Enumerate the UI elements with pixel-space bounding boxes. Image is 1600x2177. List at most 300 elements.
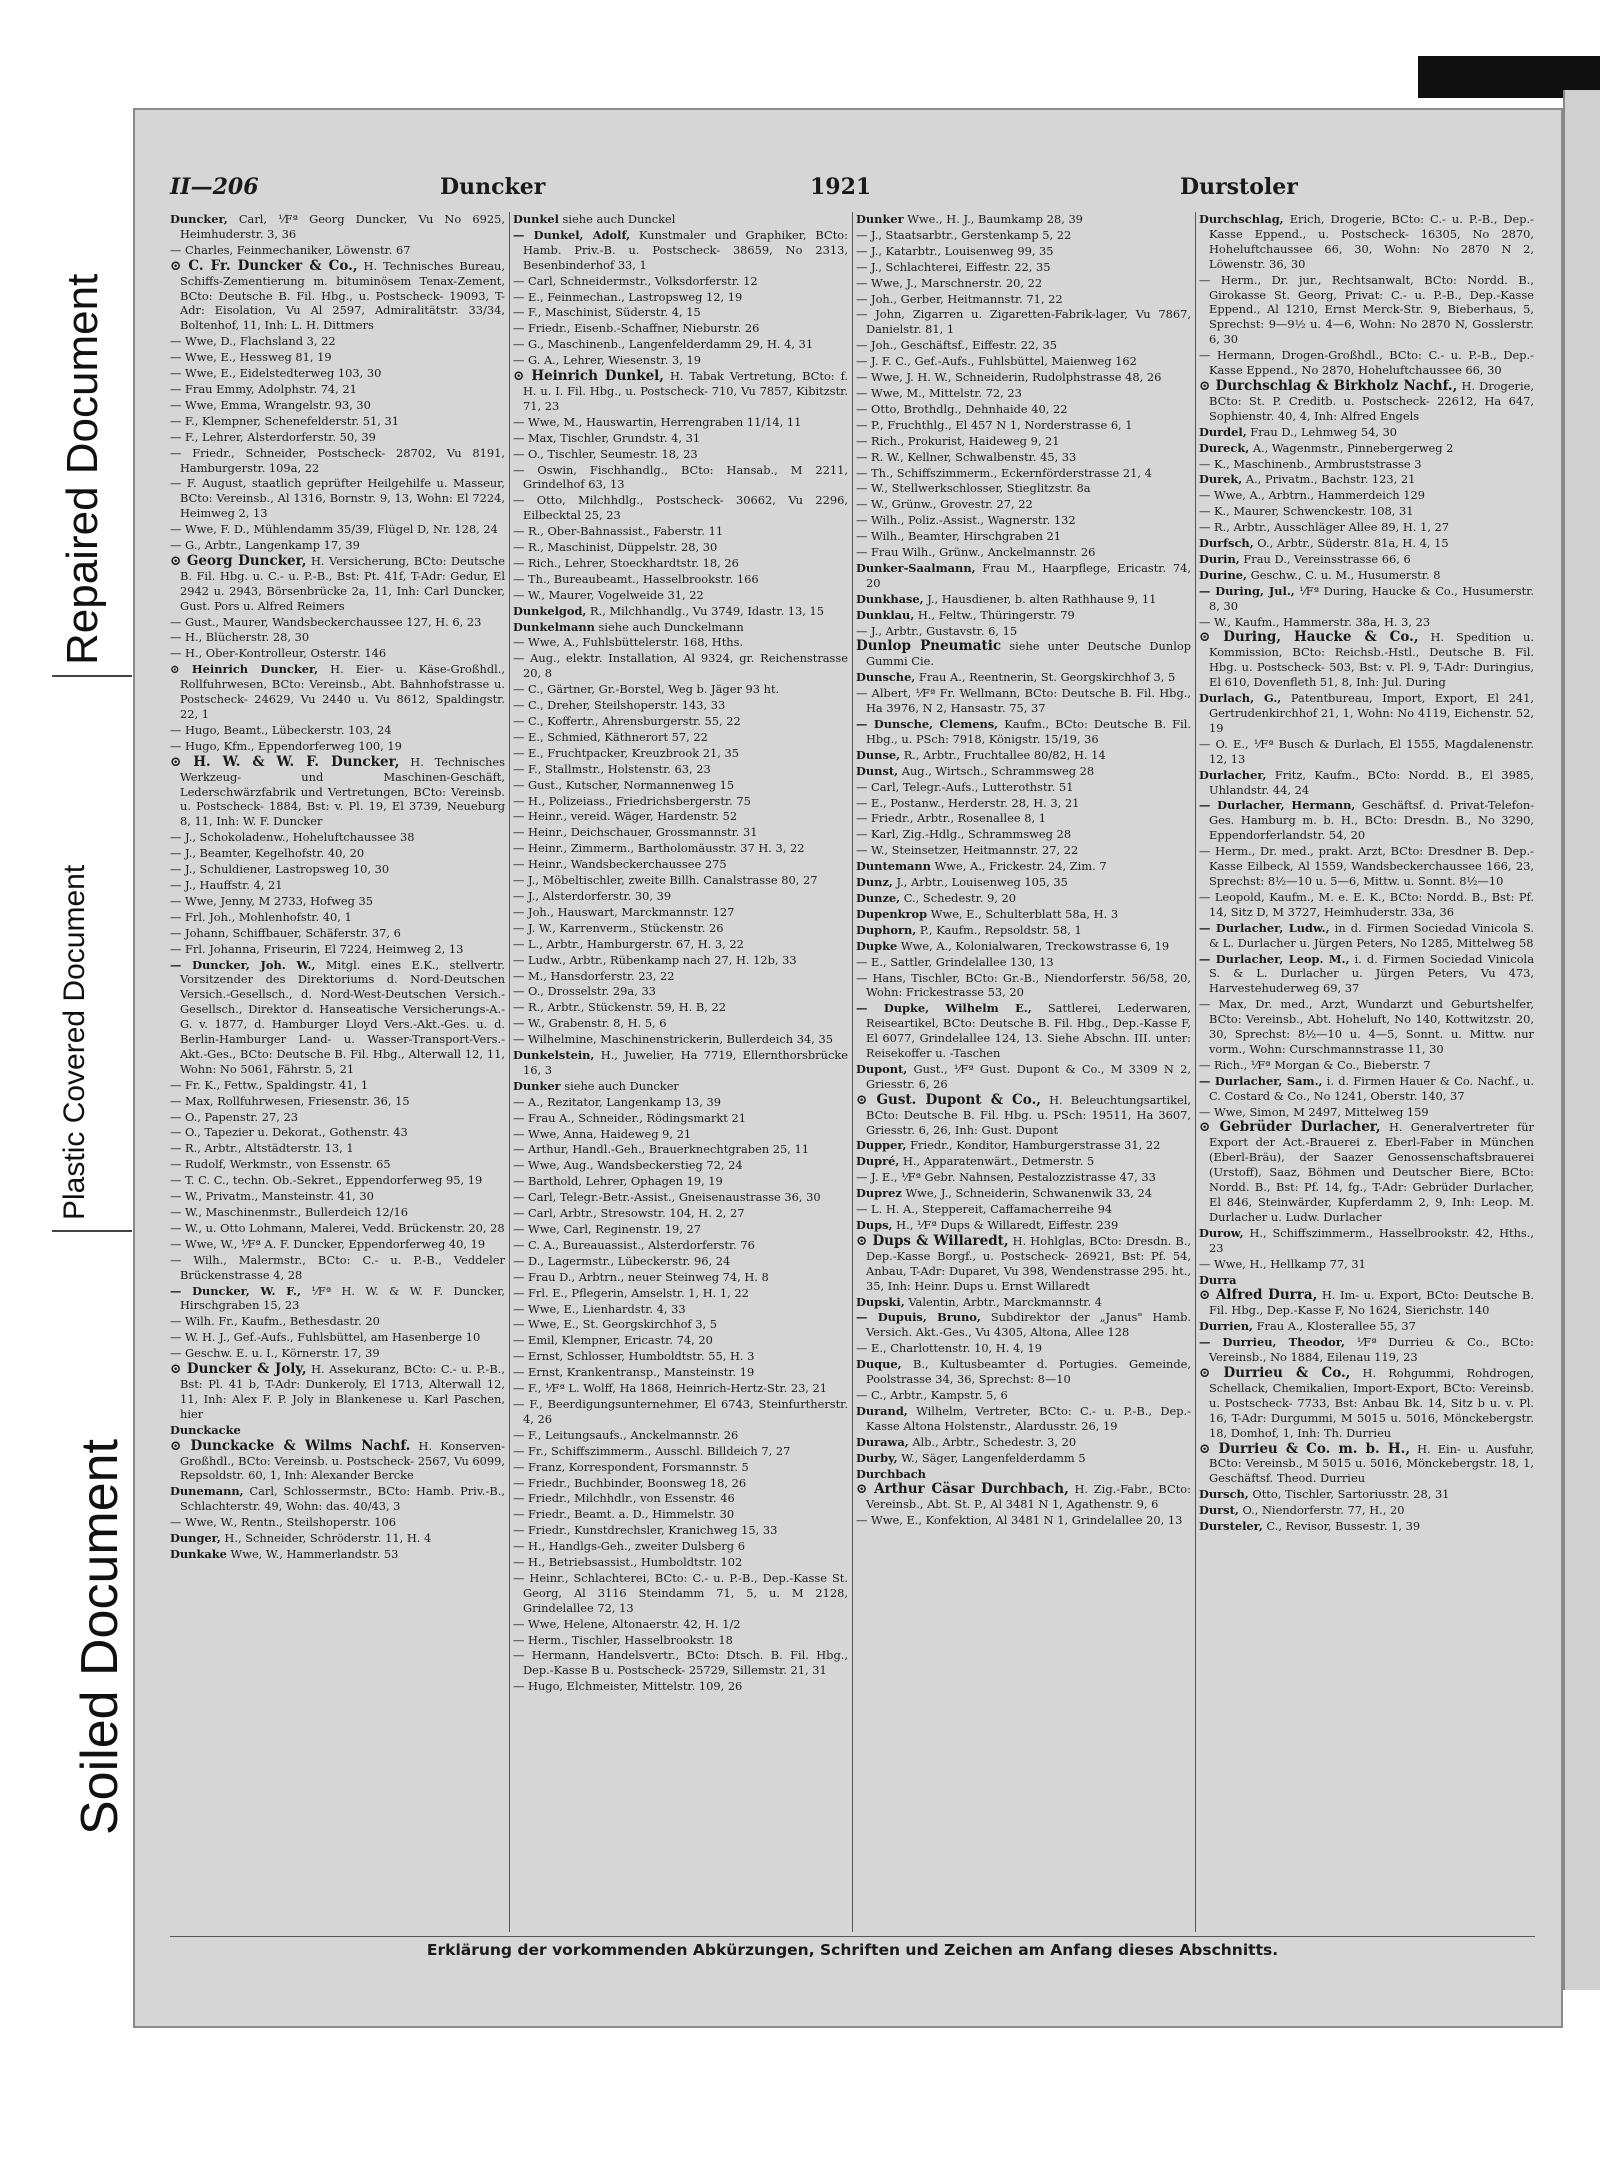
entry-details: — G., Maschinenb., Langenfelderdamm 29, H. 4, 31 [513,337,814,352]
directory-entry [856,1451,1191,1466]
directory-entry [856,748,1191,763]
directory-entry [170,350,505,365]
directory-entry [856,1186,1191,1201]
directory-entry [513,1000,848,1015]
directory-entry [856,1218,1191,1233]
directory-entry [856,875,1191,890]
directory-entry [513,1571,848,1616]
directory-page [133,108,1563,2028]
entry-details: — Max, Rollfuhrwesen, Friesenstr. 36, 15 [170,1093,410,1108]
entry-details: ⅟Fª During, Haucke & Co., Husumerstr. 8, 30 [1209,583,1534,613]
entry-details: — J., Alsterdorferstr. 30, 39 [513,888,672,903]
entry-details: Gust., ⅟Fª Gust. Dupont & Co., M 3309 N 2, Griesstr. 6, 26 [866,1061,1191,1091]
entry-details: — Leopold, Kaufm., M. e. E. K., BCto: Nordd. B., Bst: Pf. 14, Sitz D, M 3727, Heimhuderstr. 33a, 36 [1199,889,1534,919]
entry-details: H., ⅟Fª Dups & Willaredt, Eiffestr. 239 [896,1218,1119,1232]
entry-details: — Friedr., Kunstdrechsler, Kranichweg 15, 33 [513,1523,778,1538]
directory-entry [513,730,848,745]
entry-name: ⊙ C. Fr. Duncker & Co., [170,257,358,274]
directory-entry [513,1048,848,1078]
entry-details: — Frl. Johanna, Friseurin, El 7224, Heimweg 2, 13 [170,941,464,956]
entry-details: — C. A., Bureauassist., Alsterdorferstr. 76 [513,1237,755,1252]
directory-entry [170,646,505,661]
entry-details: — Ernst, Schlosser, Humboldtstr. 55, H. 3 [513,1349,755,1364]
directory-entry [170,1253,505,1283]
entry-details: H. Tabak Vertretung, BCto: f. H. u. I. Fil. Hbg., u. Postscheck- 710, Vu 7857, Kibitzstr. 71, 23 [523,369,848,413]
entry-name: — Durlacher, Leop. M., [1199,951,1350,966]
entry-details: J., Hausdiener, b. alten Rathhause 9, 11 [927,591,1157,606]
directory-entry [170,382,505,397]
entry-details: H. Konserven-Großhdl., BCto: Vereinsb. u. Postscheck- 2567, Vu 6099, Repsoldstr. 60, 1, Inh: Alexander Bercke [180,1438,505,1483]
entry-details: H. Beleuchtungsartikel, BCto: Deutsche B. Fil. Hbg. u. PSch: 19511, Ha 3607, Griesstr. 6, 26, Inh: Gust. Dupont [866,1092,1191,1137]
directory-entry [1199,952,1534,997]
entry-name: — Durlacher, Sam., [1199,1073,1323,1088]
directory-entry [513,905,848,920]
entry-details: — F., Leitungsaufs., Anckelmannstr. 26 [513,1427,739,1442]
directory-entry [856,843,1191,858]
entry-details: — G., Arbtr., Langenkamp 17, 39 [170,538,360,553]
entry-details: — Carl, Schneidermstr., Volksdorferstr. 12 [513,273,758,288]
entry-details: Frau M., Haarpflege, Ericastr. 74, 20 [866,560,1191,590]
entry-details: — Wwe, Helene, Altonaerstr. 42, H. 1/2 [513,1616,741,1631]
directory-entry [170,862,505,877]
entry-name: Durek, [1199,472,1243,487]
directory-entry [513,1491,848,1506]
entry-details: Kaufm., BCto: Deutsche B. Fil. Hbg., u. PSch: 7918, Königstr. 15/19, 36 [866,717,1191,746]
entry-details: R., Milchhandlg., Vu 3749, Idastr. 13, 15 [590,603,825,618]
directory-entry [856,796,1191,811]
entry-details: — Friedr., Milchhdlr., von Essenstr. 46 [513,1491,735,1506]
directory-entry [513,1095,848,1110]
directory-entry [856,1310,1191,1340]
entry-details: — C., Arbtr., Kampstr. 5, 6 [856,1387,1008,1402]
entry-details: — E., Feinmechan., Lastropsweg 12, 19 [513,289,743,304]
entry-details: — Wilh., Poliz.-Assist., Wagnerstr. 132 [856,513,1076,528]
entry-details: — Emil, Klempner, Ericastr. 74, 20 [513,1333,713,1348]
entry-name: Durlacher, [1199,767,1267,782]
directory-entry [513,841,848,856]
directory-entry [856,939,1191,954]
directory-entry [856,1435,1191,1450]
entry-details: i. d. Firmen Sociedad Vinicola S. & L. Durlacher u. Jürgen Peters, Vu 473, Harvestehuderweg 69, 37 [1209,951,1534,996]
entry-details: Subdirektor der „Janus" Hamb. Versich. Akt.-Ges., Vu 4305, Altona, Allee 128 [866,1310,1191,1340]
directory-entry [513,1286,848,1301]
entry-details: Wilhelm, Vertreter, BCto: C.- u. P.-B., Dep.-Kasse Altona Holstenstr., Alardusstr. 26, 19 [866,1403,1191,1433]
entry-details: H. Assekuranz, BCto: C.- u. P.-B., Bst: Pl. 41 b, T-Adr: Dunkeroly, El 1713, Alterwall 12, 11, Inh: Alex F. P. Joly in Blankenese u. Karl Paschen, hier [180,1362,505,1421]
directory-entry [513,953,848,968]
entry-details: — Joh., Geschäftsf., Eiffestr. 22, 35 [856,338,1058,353]
entry-details: Fritz, Kaufm., BCto: Nordd. B., El 3985, Uhlandstr. 44, 24 [1209,767,1534,797]
directory-entry [856,1001,1191,1061]
entry-details: — Arthur, Handl.-Geh., Brauerknechtgraben 25, 11 [513,1142,810,1157]
directory-entry [856,907,1191,922]
directory-entry [856,891,1191,906]
entry-name: Dunkelstein, [513,1048,595,1063]
directory-entry [513,1617,848,1632]
directory-column-4 [1199,212,1534,1932]
entry-details: Wwe, W., Hammerlandstr. 53 [230,1546,399,1561]
entry-details: Alb., Arbtr., Schedestr. 3, 20 [912,1434,1077,1449]
directory-entry [170,243,505,258]
entry-details: — Friedr., Buchbinder, Boonsweg 18, 26 [513,1475,747,1490]
directory-entry [856,923,1191,938]
entry-details: — E., Charlottenstr. 10, H. 4, 19 [856,1341,1042,1356]
header-last-entry: Durstoler [1180,174,1298,200]
entry-details: — E., Fruchtpacker, Kreuzbrook 21, 35 [513,745,739,760]
entry-name: Dursch, [1199,1487,1249,1502]
directory-entry [170,522,505,537]
directory-entry [170,662,505,722]
entry-details: — Wwe, E., Lienhardstr. 4, 33 [513,1301,686,1316]
entry-name: ⊙ Dunckacke & Wilms Nachf. [170,1437,411,1454]
entry-details: — Wwe, E., Eidelstedterweg 103, 30 [170,366,382,381]
entry-details: — Hans, Tischler, BCto: Gr.-B., Niendorferstr. 56/58, 20, Wohn: Frickestrasse 53, 20 [856,970,1191,1000]
directory-entry [856,686,1191,716]
directory-entry [856,1138,1191,1153]
entry-details: — Hugo, Beamt., Lübeckerstr. 103, 24 [170,722,392,737]
directory-entry [513,1238,848,1253]
entry-name: Dunker-Saalmann, [856,560,976,575]
entry-details: — O., Papenstr. 27, 23 [170,1109,298,1124]
entry-details: — Fr. K., Fettw., Spaldingstr. 41, 1 [170,1077,369,1092]
directory-entry [513,937,848,952]
entry-details: Wwe, E., Schulterblatt 58a, H. 3 [930,906,1119,921]
directory-entry [1199,568,1534,583]
directory-entry [1199,552,1534,567]
entry-details: — Th., Bureaubeamt., Hasselbrookstr. 166 [513,571,759,586]
directory-entry [856,450,1191,465]
directory-column-2 [513,212,848,1932]
directory-entry [513,431,848,446]
directory-entry [1199,1257,1534,1272]
directory-entry [1199,425,1534,440]
entry-details: — Gust., Kutscher, Normannenweg 15 [513,777,735,792]
entry-details: — Albert, ⅟Fª Fr. Wellmann, BCto: Deutsche B. Fil. Hbg., Ha 3976, N 2, Hansastr. 75, 37 [856,686,1191,716]
entry-name: Dunger, [170,1531,221,1546]
directory-entry [856,370,1191,385]
directory-entry [856,639,1191,669]
entry-details: R., Arbtr., Fruchtallee 80/82, H. 14 [903,747,1106,762]
entry-name: Dunkel [513,212,559,226]
directory-entry [856,1234,1191,1294]
entry-name: Dupke [856,938,898,953]
entry-details: — J. W., Karrenverm., Stückenstr. 26 [513,920,724,935]
directory-entry [170,739,505,754]
directory-entry [856,354,1191,369]
directory-entry [513,1032,848,1047]
entry-details: — Ernst, Krankentransp., Mansteinstr. 19 [513,1365,755,1380]
entry-details: — W., Kaufm., Hammerstr. 38a, H. 3, 23 [1199,614,1431,629]
directory-entry [513,1190,848,1205]
directory-entry [856,764,1191,779]
directory-entry [170,1346,505,1361]
entry-details: — Wwe, H., Hellkamp 77, 31 [1199,1256,1366,1271]
directory-entry [513,857,848,872]
entry-details: — Hugo, Elchmeister, Mittelstr. 109, 26 [513,1679,743,1694]
directory-entry [513,969,848,984]
directory-entry [170,1221,505,1236]
entry-details: — Wwe, Simon, M 2497, Mittelweg 159 [1199,1104,1429,1119]
directory-entry [513,305,848,320]
entry-details: — E., Schmied, Käthnerort 57, 22 [513,729,708,744]
directory-entry [170,630,505,645]
entry-details: — R., Ober-Bahnassist., Faberstr. 11 [513,524,724,539]
entry-details: — Frau Emmy, Adolphstr. 74, 21 [170,381,357,396]
entry-details: H. Zig.-Fabr., BCto: Vereinsb., Abt. St. P., Al 3481 N 1, Agathenstr. 9, 6 [866,1482,1191,1512]
entry-name: ⊙ Heinrich Duncker, [170,662,319,677]
label-divider [52,675,132,677]
entry-details: — Frau D., Arbtrn., neuer Steinweg 74, H. 8 [513,1269,769,1284]
entry-details: H. Spedition u. Kommission, BCto: Reichsb.-Hstl., Deutsche B. Fil. Hbg. u. Postscheck- 503, Bst: v. Pl. 9, T-Adr: Duringius, El 610, Dovenfleth 51, 8, Inh: Jul. During [1209,630,1534,690]
directory-entry [856,717,1191,747]
directory-entry [513,1174,848,1189]
directory-entry [1199,1288,1534,1318]
entry-details: — J., Beamter, Kegelhofstr. 40, 20 [170,846,365,861]
entry-details: Erich, Drogerie, BCto: C.- u. P.-B., Dep.-Kasse Eppend., u. Postscheck- 16305, No 2870, Hoheluftchaussee 66, 30, Wohn: No 2870 N 2, Löwenstr. 36, 30 [1209,212,1534,271]
entry-name: — Dunsche, Clemens, [856,717,999,731]
directory-entry [513,1317,848,1332]
directory-entry [856,1482,1191,1512]
entry-details: ⅟Fª H. W. & W. F. Duncker, Hirschgraben 15, 23 [180,1283,505,1313]
entry-details: C., Schedestr. 9, 20 [903,890,1017,905]
entry-details: — F. August, staatlich geprüfter Heilgehilfe u. Masseur, BCto: Vereinsb., Al 1316, Bornstr. 9, 13, Wohn: El 7224, Heimweg 2, 13 [170,476,505,521]
entry-name: Dups, [856,1218,893,1232]
page-header [170,170,1535,210]
entry-details: — Heinr., Schlachterei, BCto: C.- u. P.-B., Dep.-Kasse St. Georg, Al 3116 Steindamm 71, 5, u. M 2128, Grindelallee 72, 13 [513,1570,848,1615]
entry-name: Dupont, [856,1061,908,1076]
entry-details: — J. E., ⅟Fª Gebr. Nahnsen, Pestalozzistrasse 47, 33 [856,1170,1156,1185]
entry-name: Durst, [1199,1503,1239,1518]
header-first-entry: Duncker [440,174,546,200]
entry-details: — H., Betriebsassist., Humboldtstr. 102 [513,1555,743,1570]
entry-name: Dunsche, [856,670,916,685]
directory-entry [513,1633,848,1648]
entry-details: — D., Lagermstr., Lübeckerstr. 96, 24 [513,1253,731,1268]
entry-name: ⊙ Durrieu & Co., [1199,1364,1351,1381]
entry-name: Dunkelmann [513,619,595,634]
entry-details: H. Eier- u. Käse-Großhdl., Rollfuhrwesen, BCto: Vereinsb., Abt. Bahnhofstrasse u. Postscheck- 24629, Vu 2440 u. Vu 8612, Spaldingstr. 22, 1 [180,662,505,721]
directory-entry [513,1476,848,1491]
directory-entry [513,588,848,603]
directory-entry [1199,348,1534,378]
entry-details: — W., Privatm., Mansteinstr. 41, 30 [170,1189,374,1204]
entry-details: H. Generalvertreter für Export der Act.-Brauerei z. Eberl-Faber in München (Eberl-Bräu), der Saazer Genossenschaftsbrauerei (Urstoff), Saaz, Böhmen und Deutscher Biere, BCto: Nordd. B., Bst: Pf. 14, fg., T-Adr: Gebrüder Durlacher, El 846, Steinwärder, Kupferdamm 2, 9, Inh: Leop. M. Durlacher u. Ludw. Durlacher [1209,1120,1534,1224]
directory-entry [170,446,505,476]
directory-entry [1199,536,1534,551]
directory-entry [856,260,1191,275]
directory-entry [1199,798,1534,843]
directory-entry [170,1189,505,1204]
directory-entry [1199,1366,1534,1441]
entry-details: — W., Steinsetzer, Heitmannstr. 27, 22 [856,843,1079,858]
directory-entry [513,321,848,336]
entry-details: — E., Sattler, Grindelallee 130, 13 [856,954,1054,969]
directory-entry [513,1333,848,1348]
directory-entry [513,714,848,729]
entry-details: Geschw., C. u. M., Husumerstr. 8 [1250,567,1441,582]
entry-name: Dunker [856,212,904,226]
directory-entry [856,276,1191,291]
directory-entry [513,1555,848,1570]
entry-details: — Heinr., Deichschauer, Grossmannstr. 31 [513,825,758,840]
entry-details: — Wwe, J., Marschnerstr. 20, 22 [856,275,1043,290]
entry-details: — Rudolf, Werkmstr., von Essenstr. 65 [170,1157,391,1172]
entry-details: Wwe, A., Frickestr. 24, Zim. 7 [934,859,1107,874]
entry-name: Dunkhase, [856,591,924,606]
entry-name: Durfsch, [1199,536,1254,551]
directory-entry [1199,1074,1534,1104]
directory-entry [513,1302,848,1317]
directory-entry [1199,1503,1534,1518]
entry-details: Aug., Wirtsch., Schrammsweg 28 [901,763,1095,778]
directory-entry [170,414,505,429]
directory-entry [513,889,848,904]
entry-details: Frau A., Klosterallee 55, 37 [1256,1319,1416,1334]
entry-name: — Dupuis, Bruno, [856,1310,981,1325]
directory-entry [170,430,505,445]
header-year: 1921 [810,174,872,200]
entry-details: Geschäftsf. d. Privat-Telefon-Ges. Hamburg m. b. H., BCto: Dresdn. B., No 3290, Eppendorferlandstr. 54, 20 [1209,798,1534,843]
entry-details: — Herm., Dr. jur., Rechtsanwalt, BCto: Nordd. B., Girokasse St. Georg, Privat: C.- u. P.-B., Dep.-Kasse Eppend., Al 1210, Ernst Merck-Str. 9, Bieberhaus, 5, Sprechst: 9—9½ u. 4—6, Wohn: No 2870 N, Gosslerstr. 6, 30 [1199,272,1534,347]
directory-columns [170,212,1535,1932]
entry-name: Dunst, [856,763,899,778]
directory-entry [170,1110,505,1125]
entry-details: — R., Maschinist, Düppelstr. 28, 30 [513,540,718,555]
entry-details: — J., Katarbtr., Louisenweg 99, 35 [856,243,1054,258]
entry-details: — K., Maurer, Schwenckestr. 108, 31 [1199,504,1414,519]
directory-entry [170,554,505,614]
directory-entry [513,1460,848,1475]
entry-details: — Wwe, Aug., Wandsbeckerstieg 72, 24 [513,1158,743,1173]
entry-details: — Aug., elektr. Installation, Al 9324, gr. Reichenstrasse 20, 8 [513,651,848,681]
directory-entry [513,1206,848,1221]
directory-entry [513,682,848,697]
entry-details: — R. W., Kellner, Schwalbenstr. 45, 33 [856,449,1077,464]
entry-details: — Johann, Schiffbauer, Schäferstr. 37, 6 [170,925,401,940]
entry-details: — Th., Schiffszimmerm., Eckernförderstrasse 21, 4 [856,465,1152,480]
entry-details: — A., Rezitator, Langenkamp 13, 39 [513,1094,721,1109]
entry-details: — Wwe, Anna, Haideweg 9, 21 [513,1126,692,1141]
entry-name: Dupski, [856,1294,905,1309]
directory-entry [856,402,1191,417]
entry-name: ⊙ Heinrich Dunkel, [513,368,665,385]
directory-entry [856,481,1191,496]
directory-entry [513,463,848,493]
directory-entry [1199,737,1534,767]
entry-details: — F., Stallmstr., Holstenstr. 63, 23 [513,761,711,776]
entry-details: H. Technisches Werkzeug- und Maschinen-Geschäft, Lederschwärzfabrik und Vertretungen, BCto: Vereinsb. u. Postscheck- 1884, Bst: v. Pl. 19, El 3739, Neueburg 8, 11, Inh: W. F. Duncker [180,754,505,829]
entry-name: Dupenkrop [856,906,928,921]
directory-entry [856,780,1191,795]
entry-details: — Rich., ⅟Fª Morgan & Co., Bieberstr. 7 [1199,1057,1431,1072]
entry-details: — Hugo, Kfm., Eppendorferweg 100, 19 [170,738,402,753]
directory-entry [170,1078,505,1093]
entry-name: Dunker [513,1078,561,1093]
entry-details: — Wwe, A., Fuhlsbüttelerstr. 168, Hths. [513,635,744,650]
entry-name: Durlach, G., [1199,691,1282,706]
directory-entry [170,846,505,861]
entry-details: — J. F. C., Gef.-Aufs., Fuhlsbüttel, Maienweg 162 [856,354,1137,369]
directory-column-1 [170,212,505,1932]
directory-entry [513,1349,848,1364]
directory-entry [170,1173,505,1188]
directory-entry [1199,212,1534,272]
directory-entry [856,228,1191,243]
directory-entry [856,513,1191,528]
entry-details: O., Niendorferstr. 77, H., 20 [1242,1503,1405,1518]
entry-details: — W., Grabenstr. 8, H. 5, 6 [513,1016,667,1031]
directory-entry [513,337,848,352]
directory-entry [1199,691,1534,736]
directory-entry [1199,615,1534,630]
entry-name: Dunklau, [856,607,915,622]
entry-name: Dunz, [856,875,893,890]
entry-name: Duncker, [170,212,228,226]
entry-name: Dunkake [170,1546,227,1561]
entry-name: ⊙ Dups & Willaredt, [856,1232,1009,1249]
entry-details: — Fr., Schiffszimmerm., Ausschl. Billdeich 7, 27 [513,1443,791,1458]
directory-entry [170,723,505,738]
entry-details: — Wwe, D., Flachsland 3, 22 [170,334,336,349]
directory-entry [856,244,1191,259]
directory-entry [856,670,1191,685]
directory-entry [513,1142,848,1157]
directory-entry [856,1388,1191,1403]
directory-entry [1199,1105,1534,1120]
entry-name: Dunemann, [170,1484,244,1499]
directory-entry [1199,1319,1534,1334]
directory-entry [856,1357,1191,1387]
entry-details: B., Kultusbeamter d. Portugies. Gemeinde, Poolstrasse 34, 36, Sprechst: 8—10 [866,1357,1191,1387]
entry-name: Duntemann [856,859,931,874]
entry-details: — O., Drosselstr. 29a, 33 [513,984,656,999]
entry-details: Wwe, J., Schneiderin, Schwanenwik 33, 24 [905,1186,1153,1201]
entry-name: Duque, [856,1357,902,1372]
entry-name: Dunkelgod, [513,603,587,618]
directory-entry [513,1381,848,1396]
directory-entry [1199,1487,1534,1502]
directory-entry [1199,457,1534,472]
page-content [170,170,1535,1970]
entry-name: Dunlop Pneumatic [856,638,1002,655]
entry-details: — Friedr., Beamt. a. D., Himmelstr. 30 [513,1507,735,1522]
label-divider [52,1230,132,1232]
page-footer-note: Erklärung der vorkommenden Abkürzungen, Schriften und Zeichen am Anfang dieses Abschnitts. [170,1936,1535,1959]
entry-details: — M., Hansdorferstr. 23, 22 [513,968,675,983]
directory-entry [856,811,1191,826]
directory-entry [1199,520,1534,535]
directory-entry [856,1295,1191,1310]
entry-name: ⊙ Gebrüder Durlacher, [1199,1119,1381,1136]
directory-entry [170,894,505,909]
entry-details: — Ludw., Arbtr., Rübenkamp nach 27, H. 12b, 33 [513,952,797,967]
directory-entry [513,556,848,571]
directory-entry [170,942,505,957]
entry-details: — Heinr., Zimmerm., Bartholomäusstr. 37 H. 3, 22 [513,841,805,856]
directory-entry [856,1093,1191,1138]
entry-name: Durine, [1199,567,1247,582]
entry-details: siehe unter Deutsche Dunlop Gummi Cie. [866,639,1191,669]
directory-entry [170,1237,505,1252]
directory-entry [856,434,1191,449]
directory-entry [856,608,1191,623]
entry-details: H. Im- u. Export, BCto: Deutsche B. Fil. Hbg., Dep.-Kasse F, No 1624, Sierichstr. 140 [1209,1288,1534,1318]
entry-details: — W., Grünw., Grovestr. 27, 22 [856,497,1033,512]
entry-name: Duphorn, [856,922,917,937]
entry-name: — Durlacher, Hermann, [1199,798,1356,813]
directory-entry [513,1270,848,1285]
entry-name: Durin, [1199,551,1240,566]
directory-entry [856,1404,1191,1434]
